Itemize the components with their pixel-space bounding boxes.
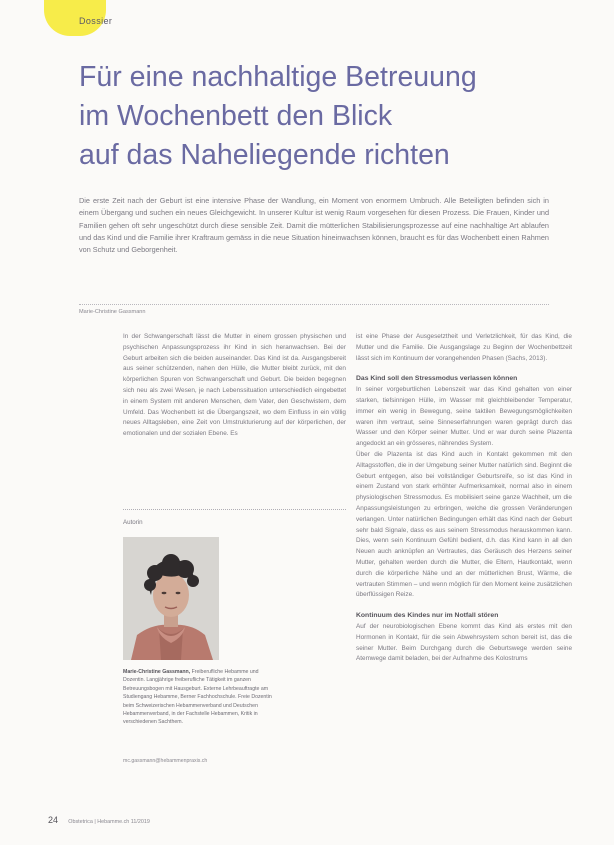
author-bio — [123, 668, 273, 727]
paragraph: ist eine Phase der Ausgesetztheit und Verletzlichkeit, für das Kind, die Mutter und die Familie. Die Ausgangslage zu Beginn der Wochenbettzeit lässt sich im Kontinuum der vorangehenden Phasen (Sachs, 2013). — [356, 333, 572, 362]
author-divider — [123, 509, 346, 510]
body-column-right — [356, 332, 572, 665]
author-contact: mc.gassmann@hebammenpraxis.ch — [123, 758, 208, 764]
headline — [79, 58, 579, 175]
paragraph: In seiner vorgeburtlichen Lebenszeit war das Kind gehalten von einer starken, tiefsinnigen Hülle, im Wasser mit gleichbleibender Temperatur, immer ein wenig in Bewegung, seine taktilen Bewegungsmöglichkeiten waren ihm vertraut, seine Sinneserfahrungen waren geprägt durch das Wasser und den Körper seiner Mutter. Und er war durch seine Plazenta angedockt an ein grösseres, nährendes System. — [356, 386, 572, 448]
headline-line-2: im Wochenbett den Blick — [79, 100, 393, 132]
intro-divider — [79, 304, 549, 305]
author-heading: Autorin — [123, 519, 143, 526]
portrait-photo — [123, 537, 219, 660]
page-number: 24 — [48, 815, 59, 825]
body-column-left: In der Schwangerschaft lässt die Mutter in einem grossen physischen und psychischen Anpassungsprozess ihr Kind in sich heranwachsen. Bei der Geburt arbeiten sich die beiden auseinander. Das Kind ist da. Ausgangsbereit aus seiner schützenden, nahen den Hülle, die Mutter bleibt zurück, mit den körperlichen Spuren von Schwangerschaft und Geburt. Die beiden begegnen sich neu als zwei Wesen, je nach Lebenssituation unterschiedlich eingebettet in einem System mit anderen Menschen, dem Vater, den Geschwistern, dem Umfeld. Das Wochenbett ist die Übergangszeit, wo dem Einfluss in ein völlig neues Alltagsleben, eine Zeit von Umstrukturierung auf der körperlichen, der emotionalen und der sozialen Ebene. Es — [123, 333, 346, 438]
intro-paragraph: Die erste Zeit nach der Geburt ist eine intensive Phase der Wandlung, ein Moment von enormem Umbruch. Alle Beteiligten befinden sich in einem Übergang und suchen ein neues Gleichgewicht. In unserer Kultur ist wenig Raum vorgesehen für diesen Prozess. Die Frauen, Kinder und Familien gehen oft sehr ungeschützt durch diese sensible Zeit. Damit die mütterlichen Stabilisierungsprozesse auf eine nachhaltige Art ablaufen und das Kind und die Familie ihrer Kraftraum gemäss in die neue Situation hineinwachsen können, braucht es für das Wochenbett einen Rahmen von Schutz und Geborgenheit. — [79, 196, 549, 255]
subheading: Kontinuum des Kindes nur im Notfall stören — [356, 612, 499, 620]
subheading: Das Kind soll den Stressmodus verlassen können — [356, 375, 518, 383]
author-name: Marie-Christine Gassmann, — [123, 669, 191, 675]
section-label: Dossier — [79, 16, 113, 26]
headline-line-1: Für eine nachhaltige Betreuung — [79, 61, 477, 93]
headline-line-3: auf das Naheliegende richten — [79, 139, 450, 171]
paragraph: Über die Plazenta ist das Kind auch in Kontakt gekommen mit den Alltagsstoffen, die in der Umgebung seiner Mutter natürlich sind. Beginnt die Geburt entgegen, also bei vollständiger Geburtsreife, so ist das Kind in einem Zustand von stark erhöhter Aufmerksamkeit, normal also in einem physiologischen Stressmodus. Es mobilisiert seine ganze Wachheit, um die Anpassungsleistungen zu erbringen, welche die grossen Veränderungen verlangen. Unter natürlichen Bedingungen erhält das Kind nach der Geburt sehr bald Signale, dass es aus seinem Stressmodus herauskommen kann. Dies, wenn sein Kontinuum Gefühl bedient, d.h. das Kind kann in all den Neuen auch anknüpfen an Vertrautes, das Geräusch des Herzens seiner Mutter, gehalten werden durch die Mutter, die Eltern, Hautkontakt, wenn durch die körperliche Nähe und an der mütterlichen Brust, Wärme, die vertrauten Stimmen – und wenn möglich für den Moment keine zusätzlichen überflüssigen Reize. — [356, 450, 572, 599]
paragraph: Auf der neurobiologischen Ebene kommt das Kind als erstes mit den Hormonen in Kontakt, für die sein Abwehrsystem schon bereit ist, das die seiner Mutter. Beim Durchgang durch die Geburtswege werden seine Atemwege damit beladen, bei der Aufnahme des Kolostrums — [356, 622, 572, 663]
author-portrait — [123, 537, 219, 660]
journal-citation: Obstetrica | Hebamme.ch 11/2019 — [68, 819, 150, 825]
page-footer — [48, 815, 150, 825]
byline: Marie-Christine Gassmann — [79, 309, 146, 315]
author-bio-text: Freiberufliche Hebamme und Dozentin. Langjährige freiberufliche Tätigkeit im ganzen Betreuungsbogen mit Hausgeburt. Externe Lehrbeauftragte am Studiengang Hebamme, Berner Fachhochschule. Freie Dozentin beim Schweizerischen Hebammenverband und Deutschen Hebammenverband, in der Fachstelle Hebammen, Kritik in verschiedenen Sachthem. — [123, 669, 272, 726]
